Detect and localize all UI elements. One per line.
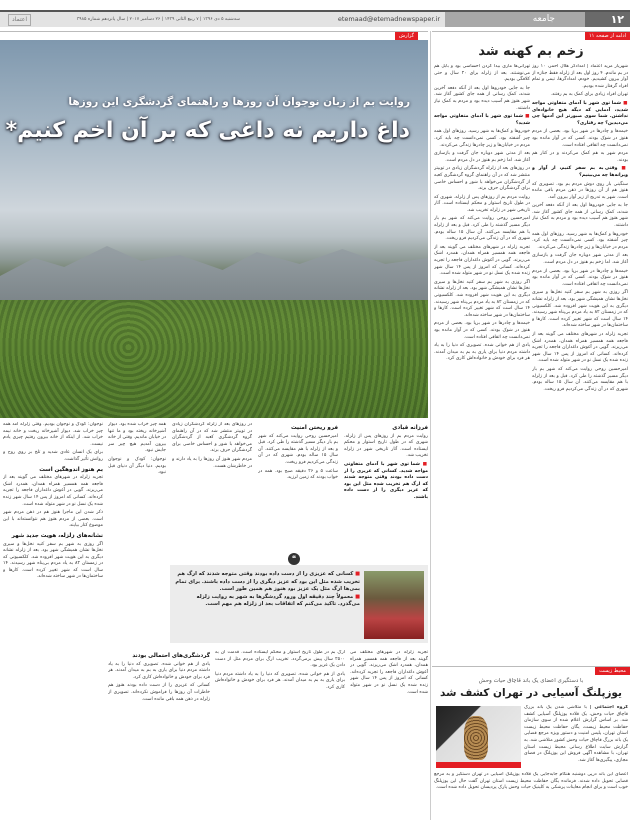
subheading: نشانه‌های زلزله، هویت جدید شهر [11, 532, 103, 539]
story-column-2b [215, 650, 345, 818]
paragraph: اعضای این باند درپی دوشنبه هنگام جابه‌جایی یک قلاده یوزپلنگ آسیایی در تهران دستگیر و به مرجع قضایی تحویل داده شدند. فرمانده یگان حفاظت محیط زیست استان تهران گفت حال این یوزپلنگ خوب است و برای انجام معاینات پزشکی به کلینیک حیات وحش پارک پردیسان تحویل داده شده است. [434, 772, 628, 791]
paragraph: مردم شهر هنوز آن روزها را به یاد دارند و در خاطرشان هست. [172, 456, 252, 469]
paragraph: جا به جایی خودروها اول بعد از آنکه دفعه آخرین شدند، کمک رسانی از همه جای کشور آغاز شد. شهر هنوز هم آسیب دیده بود و مردم به کمک نیاز داشتند. [532, 203, 628, 229]
pull-quote-box [170, 565, 428, 643]
paragraph: خودروها و کمک‌ها به شهر رسید. روزهای اول همه چیز آشفته بود. کسی نمی‌دانست چه باید کرد. مردم در خیابان‌ها و زیر چادرها زندگی می‌کردند. [434, 129, 530, 148]
cheetah-photo [436, 706, 521, 768]
section-name: جامعه [445, 12, 585, 27]
env-body [434, 772, 628, 818]
paragraph: تهران افراد زیادی برای کمک به بم رفتند. [550, 92, 628, 98]
paragraph: اگر روزی به شهر بم سفر کنید نخل‌ها و سیری نخل‌ها نشان همیشگی شهر بود. بعد از زلزله نشانه دیگری به این هویت شهر افزوده شد. کلکسیونی که در زمستان ۸۲ به یاد مردم بی‌پناه شهر رسیدند. ۱۴ سال است که شهر تغییر کرده است. کارها و ساختمان‌ها در شهر ساخته شده‌اند. [434, 279, 530, 318]
paragraph: خیمه‌ها و چادرها در شهر برپا بود. بعضی از مردم هنوز در شوک بودند. کسی که در آوار مانده بود نمی‌دانست چه اتفاقی افتاده است. [434, 321, 530, 340]
subheading: فرو ریختن امنیت [290, 425, 338, 431]
paragraph: ■ شما توی شهر با آدمای متفاوتی مواجه شدید. کسانی که عزیزی را از دست داده بودند وقتی متوجه شدند که ارگ هم تخریب شده مثل این بود که عزیز دیگری را از دست داده باشند. [344, 462, 428, 502]
landscape-photo [0, 40, 428, 418]
photo-caption-bar [436, 762, 521, 768]
paragraph: تجربه زلزله در شهرهای مختلف می گویند بعد از فاجعه همه همسیر همراه همدان، همدرد اشک می‌ریزند. گویی در آغوش داغداران فاجعه را تجربه کرده‌اند. کسانی که امروز از پس ۱۴ سال شهر زنده شده یک نسل نو در شهر متولد شده است. [434, 244, 530, 277]
paragraph: ذکر شدن این ماجرا هنوز هم در ذهن مردم شهر است. بعضی از مردم هنوز هم نتوانسته‌اند با این موضوع کنار بیایند. [3, 510, 103, 529]
paragraph: شهریار مزید اعتماد | امدادگر هلال احمر، ۱۰ روز در بم ماندم. ۴ روز اول بعد از زلزله فقط جنازه از آوار بیرون کشیدیم. خودم، امدادگرها، تیمی و تمام افراد گرفتار شده بودیم. [532, 64, 628, 89]
paragraph: بعد از مدتی شهر دوباره جان گرفت و بازسازی آغاز شد. اما زخم بم هنوز در دل مردم است. [532, 253, 628, 266]
paragraph: نوجوان: کودک و نوجوان بودیم. دنیا دیگر آن دنیای قبل نبود. [108, 456, 166, 476]
paragraph: با متلاشی شدن یک باند بزرگ قاچاق حیات وحش، یک قلاده یوزپلنگ آسیایی کشف شد. بر اساس گزارش اعلام شده از سوی سازمان حفاظت محیط زیست، یگان حفاظت محیط زیست استان تهران، پلیس امنیت و دستور ویژه مرجع قضایی یک باند بزرگ قاچاق حیات وحش کشور متلاشی شد. به گزارش سایت اطلاع رسانی محیط زیست استان تهران، با مشاهده آگهی فروش این یوزپلنگ در فضای مجازی، پیگیری‌ها آغاز شد. [524, 705, 628, 763]
paragraph: نوجوان: کودک و نوجوان بودیم. وقتی زلزله آمد همه چیز خراب شد. دیوار آشپزخانه ریخت و خانه نیمه خراب شد. از اینکه از خانه بیرون رفتیم چیزی یادم نیست. [3, 422, 103, 447]
mountains-shape [0, 240, 428, 300]
question: ■ شما توی شهر با آدمای متفاوتی مواجه شدید؟ [434, 114, 530, 127]
story-column-3b [108, 650, 210, 818]
env-headline: یوزپلنگ آسیایی در تهران کشف شد [440, 687, 622, 699]
right-headline: زخم بم کهنه شد [478, 44, 584, 59]
cheetah-figure [464, 716, 488, 760]
page-number: ۱۲ [585, 12, 630, 27]
section-tag-report: گزارش [395, 32, 418, 40]
continued-tag: ادامه از صفحه ۱۱ [585, 32, 630, 40]
divider [0, 31, 428, 32]
paragraph: بعد از مدتی شهر دوباره جان گرفت و بازسازی آغاز شد. اما زخم بم هنوز در دل مردم است. [434, 151, 530, 163]
paragraph: سنگینی بار روی دوش مردم بم بود. تصویری که هنوز هم از آن روزها در ذهن مردم باقی مانده است. شهر به تدریج از زیر آوار بیرون آمد. [532, 181, 628, 200]
question: ■ وقتی به بم سفر کنیم، از آوار و ویرانه‌ها چه می‌بینیم؟ [532, 166, 628, 179]
subheading: گردشگری‌های احتمالی بودند [132, 653, 210, 659]
paragraph: خیمه‌ها و چادرها در شهر برپا بود. بعضی از مردم هنوز در شوک بودند. کسی که در آوار مانده بود نمی‌دانست چه اتفاقی افتاده است. [532, 268, 628, 287]
lead-label: گروه اجتماعی | [589, 705, 628, 710]
email-link[interactable]: etemaad@etemadnewspaper.ir [337, 15, 440, 23]
paragraph: یادی از هم خوانی شده. تصویری که دنیا را به یاد داشته مردم دنیا برای یاری به بم به میدان آمدند. هر فرد برای خودش و خانواده‌اش کاری کرد. [108, 661, 210, 680]
section-tag-environment: محیط زیست [595, 667, 630, 675]
paragraph: روایت مردم بم از روزهای پس از زلزله. شهری که در طول تاریخ استوار و محکم ایستاده است. آثار تاریخی شهر در زلزله تخریب شد. [344, 433, 428, 459]
pull-quote: ■ کسانی که عزیزی را از دست داده بودند وقتی متوجه شدند که ارگ هم تخریب شده مثل این بود که عزیز دیگری را از دست داده باشند. برای تمام بمی‌ها ارگ مثل یک عزیز بود هنوز هم همین طور است. [175, 571, 360, 594]
story-column-2 [172, 422, 252, 552]
pull-quote: ■ معمولاً چند دقیقه اول ورود گردشگرها به شهر به روایت زلزله می‌گذرد. تاکید می‌کنم که اتفاقات بعد از زلزله هم مهم است. [175, 594, 360, 609]
paragraph: تهرانی‌ها ماری بیدا کردن احساسی بود و بابل هم می‌نوشتند. بعد از زلزله برای ۲۰ سال و حتی کلافگی بودیم. [434, 64, 530, 83]
right-column-1 [532, 64, 628, 658]
story-column-1b [258, 422, 338, 552]
author-byline: فرزانه قبادی [392, 425, 428, 431]
paragraph: تجربه زلزله در شهرهای مختلف می گویند بعد از فاجعه همه همسیر همراه همدان، همدرد اشک می‌ریزند. گویی در آغوش داغداران فاجعه را تجربه کرده‌اند. کسانی که امروز از پس ۱۴ سال شهر زنده شده یک نسل نو در شهر متولد شده است. [3, 475, 103, 507]
paragraph: امیرحسین روحی روایت می‌کند که شهر بم بار دیگر مسیر گذشته را طی کرد. قبل و بعد از زلزله با هم مقایسه می‌کنند. آن سال ۱۵ ساله بودم. شهری که در آن زندگی می‌کردیم فرو ریخت. [258, 433, 338, 465]
paragraph: اگر روزی به شهر بم سفر کنید نخل‌ها و سیری نخل‌ها نشان همیشگی شهر بود. بعد از زلزله نشانه دیگری به این هویت شهر افزوده شد. کلکسیونی که در زمستان ۸۲ به یاد مردم بی‌پناه شهر رسیدند. ۱۴ سال است که شهر تغییر کرده است. کارها و ساختمان‌ها در شهر ساخته شده‌اند. [3, 541, 103, 580]
story-headline: داغ داریم نه داغی که بر آن اخم کنیم* [5, 118, 410, 143]
paragraph: ساعت ۵ و ۲۶ دقیقه صبح بود. همه در خواب بودند که زمین لرزید. [258, 468, 338, 481]
paragraph: جا به جایی خودروها اول بعد از آنکه دفعه آخرین شدند، کمک رسانی از همه جای کشور آغاز شد. شهر هنوز هم آسیب دیده بود و مردم به کمک نیاز داشتند. [434, 85, 530, 111]
quote-icon: ❝ [288, 553, 300, 565]
subheading: بم هنوز اندوهگین است [39, 466, 103, 473]
column-divider [430, 31, 431, 820]
paragraph: همه چیز خراب شده بود. دیوار آشپزخانه ریخته بود و ما تنها در خیابان ماندیم. وقتی از خانه بیرون آمدیم هیچ چیز سر جایش نبود. [108, 422, 166, 454]
story-column-3a [108, 422, 166, 562]
paragraph: کسانی که عزیزی را از دست داده بودند هنوز هم خاطرات آن روزها را فراموش نکرده‌اند. تصویری از زلزله در ذهن همه باقی مانده است. [108, 683, 210, 702]
paragraph: خیمه‌ها و چادرها در شهر برپا بود. بعضی از مردم هنوز در شوک بودند. کسی که در آوار مانده بود نمی‌دانست چه اتفاقی افتاده است. [532, 129, 628, 148]
issue-date: سه‌شنبه ۵ دی ۱۳۹۶ | ۷ ربیع الثانی ۱۴۳۹ | ۲۶ دسامبر ۲۰۱۷ | سال پانزدهم شماره ۳۹۸۵ [76, 17, 240, 22]
paragraph: اگر روزی به شهر بم سفر کنید نخل‌ها و سیری نخل‌ها نشان همیشگی شهر بود. بعد از زلزله نشانه دیگری به این هویت شهر افزوده شد. کلکسیونی که در زمستان ۸۲ به یاد مردم بی‌پناه شهر رسیدند. ۱۴ سال است که شهر تغییر کرده است. کارها و ساختمان‌ها در شهر ساخته شده‌اند. [532, 290, 628, 329]
question: ■ شما توی شهر با آدمای متفاوتی مواجه شدید، آدمایی که دیگه هیچ خانواده‌ای نداشتن. شما سوی صبورتر این آدمها چی می‌دیدین؟ چه رفتاری؟ [532, 101, 628, 127]
paragraph: در روزهای بعد از زلزله گردشگران زیادی در توییتر منتشر شد که در آن راهنمای گروه گردشگری کعبه از گردشگران می‌خواهد با شور و احساس خاصی برای گردشگران حرف بزند. [172, 422, 252, 454]
paragraph: امیرحسین روحی روایت می‌کند که شهر بم بار دیگر مسیر گذشته را طی کرد. قبل و بعد از زلزله با هم مقایسه می‌کنند. آن سال ۱۵ ساله بودم. شهری که در آن زندگی می‌کردیم فرو ریخت. [434, 216, 530, 242]
paragraph: خودروها و کمک‌ها به شهر رسید. روزهای اول همه چیز آشفته بود. کسی نمی‌دانست چه باید کرد. مردم در خیابان‌ها و زیر چادرها زندگی می‌کردند. [532, 231, 628, 250]
paragraph: مردم شهر به هم کمک می‌کردند و در کنار هم بودند. [532, 151, 628, 163]
story-column-1c [350, 650, 428, 818]
paragraph: تجربه زلزله در شهرهای مختلف می گویند بعد از فاجعه همه همسیر همراه همدان، همدرد اشک می‌ریزند. گویی در آغوش داغداران فاجعه را تجربه کرده‌اند. کسانی که امروز از پس ۱۴ سال شهر زنده شده یک نسل نو در شهر متولد شده است. [532, 331, 628, 364]
env-lead [524, 705, 628, 769]
paragraph: برای یک انسان عادی شدید و تلخ بر روی روح و روانش تأثیر گذاشت. [3, 450, 103, 462]
story-column-4 [3, 422, 103, 818]
right-column-2 [434, 64, 530, 658]
interviewee-photo [364, 571, 424, 639]
paragraph: روایت مردم بم از روزهای پس از زلزله. شهری که در طول تاریخ استوار و محکم ایستاده است. آثار تاریخی شهر در زلزله تخریب شد. [434, 194, 530, 213]
paragraph: تجربه زلزله در شهرهای مختلف می گویند بعد از فاجعه همه همسیر همراه همدان، همدرد اشک می‌ریزند. گویی در آغوش داغداران فاجعه را تجربه کرده‌اند. کسانی که امروز از پس ۱۴ سال شهر زنده شده یک نسل نو در شهر متولد شده است. [350, 650, 428, 695]
page-header [0, 10, 630, 27]
paragraph: یادی از هم خوانی شده. تصویری که دنیا را به یاد داشته مردم دنیا برای یاری به بم به میدان آمدند. هر فرد برای خودش و خانواده‌اش کاری کرد. [215, 671, 345, 690]
palm-grove-texture [0, 300, 428, 418]
newspaper-logo: اعتماد [8, 14, 31, 26]
paragraph: یادی از هم خوانی شده. تصویری که دنیا را به یاد داشته مردم دنیا برای یاری به بم به میدان آمدند. هر فرد برای خودش و خانواده‌اش کاری کرد. [434, 343, 530, 362]
story-column-1 [344, 422, 428, 562]
paragraph: در روزهای بعد از زلزله گردشگران زیادی در توییتر منتشر شد که در آن راهنمای گروه گردشگری کعبه از گردشگران می‌خواهد با شور و احساس خاصی برای گردشگران حرف بزند. [434, 166, 530, 192]
story-kicker: روایت بم از زبان نوجوان آن روزها و راهنمای گردشگری این روزها [68, 96, 410, 108]
paragraph: ارگ بم در طول تاریخ استوار و محکم ایستاده است. قدمت آن به ۲۵۰۰ سال پیش برمی‌گردد. تخریب ارگ برای مردم مثل از دست دادن یک عزیز بود. [215, 650, 345, 669]
paragraph: امیرحسین روحی روایت می‌کند که شهر بم بار دیگر مسیر گذشته را طی کرد. قبل و بعد از زلزله با هم مقایسه می‌کنند. آن سال ۱۵ ساله بودم. شهری که در آن زندگی می‌کردیم فرو ریخت. [532, 366, 628, 392]
env-kicker: با دستگیری اعضای یک باند قاچاق حیات وحش [478, 678, 584, 684]
